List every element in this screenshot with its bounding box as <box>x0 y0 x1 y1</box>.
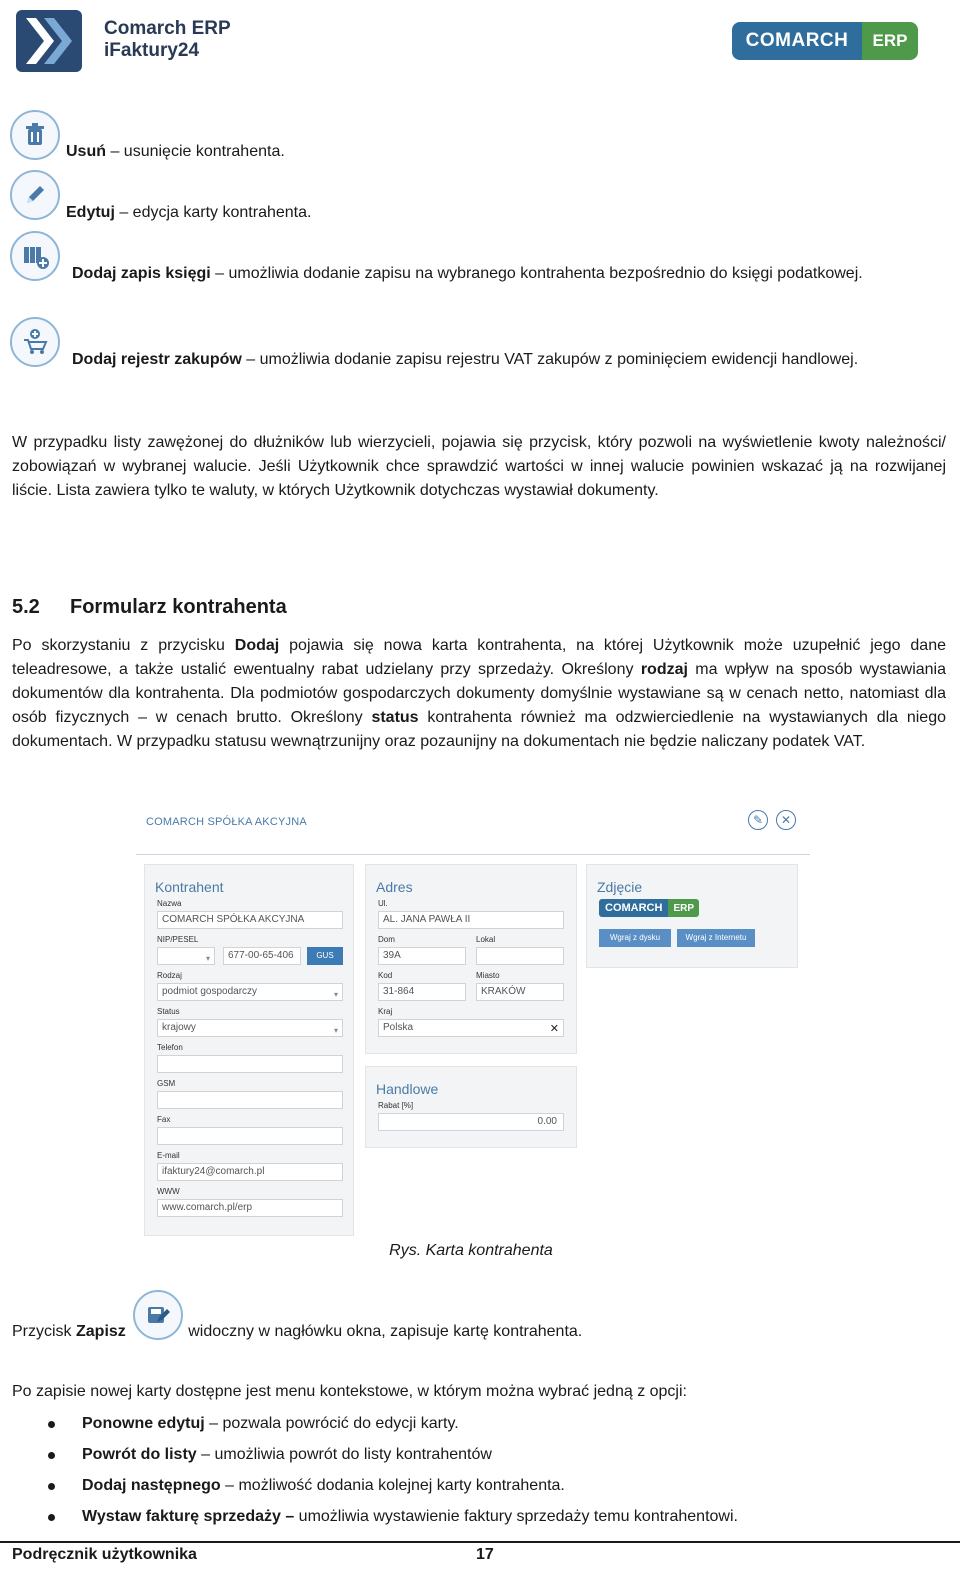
upload-from-disk-button[interactable]: Wgraj z dysku <box>599 929 671 947</box>
para2-text-1: Po skorzystaniu z przycisku <box>12 637 235 654</box>
zapisz-text-2: widoczny w nagłówku okna, zapisuje kartę kontrahenta. <box>183 1323 583 1340</box>
form-title: COMARCH SPÓŁKA AKCYJNA <box>146 816 307 828</box>
miasto-label: Miasto <box>476 971 500 980</box>
list-item <box>12 1505 932 1536</box>
dom-label: Dom <box>378 935 395 944</box>
fax-field[interactable] <box>157 1127 343 1145</box>
lokal-field[interactable] <box>476 947 564 965</box>
nip-label: NIP/PESEL <box>157 935 199 944</box>
page-number: 17 <box>476 1546 494 1563</box>
gus-button[interactable]: GUS <box>307 947 343 965</box>
upload-from-internet-button[interactable]: Wgraj z Internetu <box>677 929 755 947</box>
para2-text-3: ma wpływ na sposób wystawiania dokumentów dla kontrahenta. Dla podmiotów gospodarczych dokumenty domyślnie wystawiane są w cenach netto, natomiast dla osób fizycznych – w cenach brutto. Określony <box>12 661 946 726</box>
lokal-label: Lokal <box>476 935 496 944</box>
bullet-dot <box>48 1483 55 1490</box>
action-delete-title: Usuń <box>66 143 106 160</box>
chevron-down-icon: ▾ <box>333 1026 338 1035</box>
email-label: E-mail <box>157 1151 180 1160</box>
clear-icon[interactable]: ✕ <box>549 1023 559 1035</box>
status-select[interactable] <box>157 1019 343 1037</box>
save-icon <box>133 1290 183 1340</box>
action-edit-text: – edycja karty kontrahenta. <box>114 204 312 221</box>
zapisz-text-1: Przycisk <box>12 1323 76 1340</box>
miasto-field[interactable]: KRAKÓW <box>476 983 564 1001</box>
action-add-book-entry-text: – umożliwia dodanie zapisu na wybranego kontrahenta bezpośrednio do księgi podatkowej. <box>210 265 863 282</box>
kod-field[interactable]: 31-864 <box>378 983 466 1001</box>
list-item <box>12 1474 932 1505</box>
chevron-down-icon: ▾ <box>205 954 210 963</box>
left-logo-text <box>104 18 231 62</box>
ul-field[interactable]: AL. JANA PAWŁA II <box>378 911 564 929</box>
para2-bold-dodaj: Dodaj <box>234 637 280 654</box>
rabat-field[interactable]: 0.00 <box>378 1113 564 1131</box>
para2-bold-status: status <box>371 709 419 726</box>
left-logo-line2: iFaktury24 <box>104 40 200 61</box>
figure-caption: Rys. Karta kontrahenta <box>389 1242 553 1259</box>
panel-handlowe-title: Handlowe <box>376 1081 439 1097</box>
gsm-label: GSM <box>157 1079 176 1088</box>
chevron-down-icon: ▾ <box>333 990 338 999</box>
bullet-title: Wystaw fakturę sprzedaży – <box>82 1508 295 1525</box>
photo-preview-logo <box>599 899 699 917</box>
panel-zdjecie <box>586 864 798 968</box>
footer-divider <box>0 1541 960 1543</box>
photo-logo-erp: ERP <box>668 899 699 917</box>
save-form-button[interactable]: ✎ <box>748 810 768 830</box>
section-number: 5.2 <box>12 596 40 618</box>
action-delete <box>12 140 946 164</box>
kraj-field[interactable] <box>378 1019 564 1037</box>
bullet-text: – pozwala powrócić do edycji karty. <box>204 1415 459 1432</box>
action-add-purchase-register-title: Dodaj rejestr zakupów <box>72 351 242 368</box>
right-logo-erp: ERP <box>862 22 918 60</box>
section-title: Formularz kontrahenta <box>70 596 287 618</box>
zapisz-bold: Zapisz <box>76 1323 126 1340</box>
status-value: krajowy <box>162 1022 196 1033</box>
action-delete-text: – usunięcie kontrahenta. <box>106 143 285 160</box>
close-form-button[interactable]: ✕ <box>776 810 796 830</box>
nip-prefix-select[interactable] <box>157 947 215 965</box>
action-add-purchase-register <box>12 348 946 372</box>
www-label: WWW <box>157 1187 180 1196</box>
section-heading <box>12 596 287 619</box>
bullet-title: Powrót do listy <box>82 1446 197 1463</box>
paragraph-debtors: W przypadku listy zawężonej do dłużników lub wierzycieli, pojawia się przycisk, który pozwoli na wyświetlenie kwoty należności/ zobowiązań w wybranej walucie. Jeśli Użytkownik chce sprawdzić wartości w innej walucie powinien wskazać ją na rozwijanej liście. Lista zawiera tylko te waluty, w których Użytkownik dotychczas wystawiał dokumenty. <box>12 434 946 499</box>
list-item <box>12 1412 932 1443</box>
bullet-text: umożliwia wystawienie faktury sprzedaży temu kontrahentowi. <box>294 1508 738 1525</box>
panel-adres <box>365 864 577 1054</box>
action-edit <box>12 201 946 225</box>
form-divider <box>136 854 810 855</box>
bullet-dot <box>48 1452 55 1459</box>
page-header <box>0 0 960 82</box>
rodzaj-label: Rodzaj <box>157 971 182 980</box>
bullet-title: Dodaj następnego <box>82 1477 221 1494</box>
status-label: Status <box>157 1007 180 1016</box>
para2-text-2: pojawia się nowa karta kontrahenta, na której Użytkownik może uzupełnić jego dane teleadresowe, a także ustalić ewentualny rabat udzielany przy sprzedaży. Określony <box>12 637 946 678</box>
action-add-book-entry <box>12 262 946 286</box>
paragraph-form-description <box>12 634 946 754</box>
paragraph-context-menu: Po zapisie nowej karty dostępne jest menu kontekstowe, w którym można wybrać jedną z opcji: <box>12 1383 687 1400</box>
list-item <box>12 1443 932 1474</box>
panel-kontrahent-title: Kontrahent <box>155 879 224 895</box>
para2-text-4: kontrahenta również ma odzwierciedlenie na wystawianych dla niego dokumentach. W przypadku statusu wewnątrzunijny oraz pozaunijny na dokumentach nie będzie naliczany podatek VAT. <box>12 709 947 750</box>
panel-kontrahent <box>144 864 354 1236</box>
kraj-value: Polska <box>383 1022 414 1033</box>
telefon-label: Telefon <box>157 1043 183 1052</box>
dom-field[interactable]: 39A <box>378 947 466 965</box>
rodzaj-select[interactable] <box>157 983 343 1001</box>
action-edit-title: Edytuj <box>66 204 115 221</box>
bullet-text: – możliwość dodania kolejnej karty kontrahenta. <box>220 1477 565 1494</box>
bullet-title: Ponowne edytuj <box>82 1415 205 1432</box>
kod-label: Kod <box>378 971 393 980</box>
bullet-dot <box>48 1514 55 1521</box>
comarch-ifaktury-logo <box>14 8 84 74</box>
action-add-purchase-register-text: – umożliwia dodanie zapisu rejestru VAT zakupów z pominięciem ewidencji handlowej. <box>241 351 859 368</box>
action-add-book-entry-title: Dodaj zapis księgi <box>72 265 211 282</box>
contractor-form-screenshot <box>136 808 826 1240</box>
ul-label: Ul. <box>378 899 388 908</box>
panel-handlowe <box>365 1066 577 1148</box>
para2-bold-rodzaj: rodzaj <box>640 661 688 678</box>
right-logo-comarch: COMARCH <box>732 22 862 60</box>
rabat-label: Rabat [%] <box>378 1101 414 1110</box>
rodzaj-value: podmiot gospodarczy <box>162 986 258 997</box>
gsm-field[interactable] <box>157 1091 343 1109</box>
panel-zdjecie-title: Zdjęcie <box>597 879 643 895</box>
nazwa-label: Nazwa <box>157 899 182 908</box>
footer-manual-title: Podręcznik użytkownika <box>12 1546 197 1563</box>
panel-adres-title: Adres <box>376 879 413 895</box>
nip-field[interactable]: 677-00-65-406 <box>223 947 301 965</box>
nazwa-field[interactable]: COMARCH SPÓŁKA AKCYJNA <box>157 911 343 929</box>
fax-label: Fax <box>157 1115 171 1124</box>
comarch-erp-logo <box>732 22 918 60</box>
kraj-label: Kraj <box>378 1007 393 1016</box>
context-menu-options <box>12 1412 932 1536</box>
bullet-text: – umożliwia powrót do listy kontrahentów <box>196 1446 492 1463</box>
photo-logo-comarch: COMARCH <box>599 899 668 917</box>
email-field[interactable]: ifaktury24@comarch.pl <box>157 1163 343 1181</box>
www-field[interactable]: www.comarch.pl/erp <box>157 1199 343 1217</box>
bullet-dot <box>48 1421 55 1428</box>
left-logo-line1: Comarch ERP <box>104 18 231 39</box>
telefon-field[interactable] <box>157 1055 343 1073</box>
